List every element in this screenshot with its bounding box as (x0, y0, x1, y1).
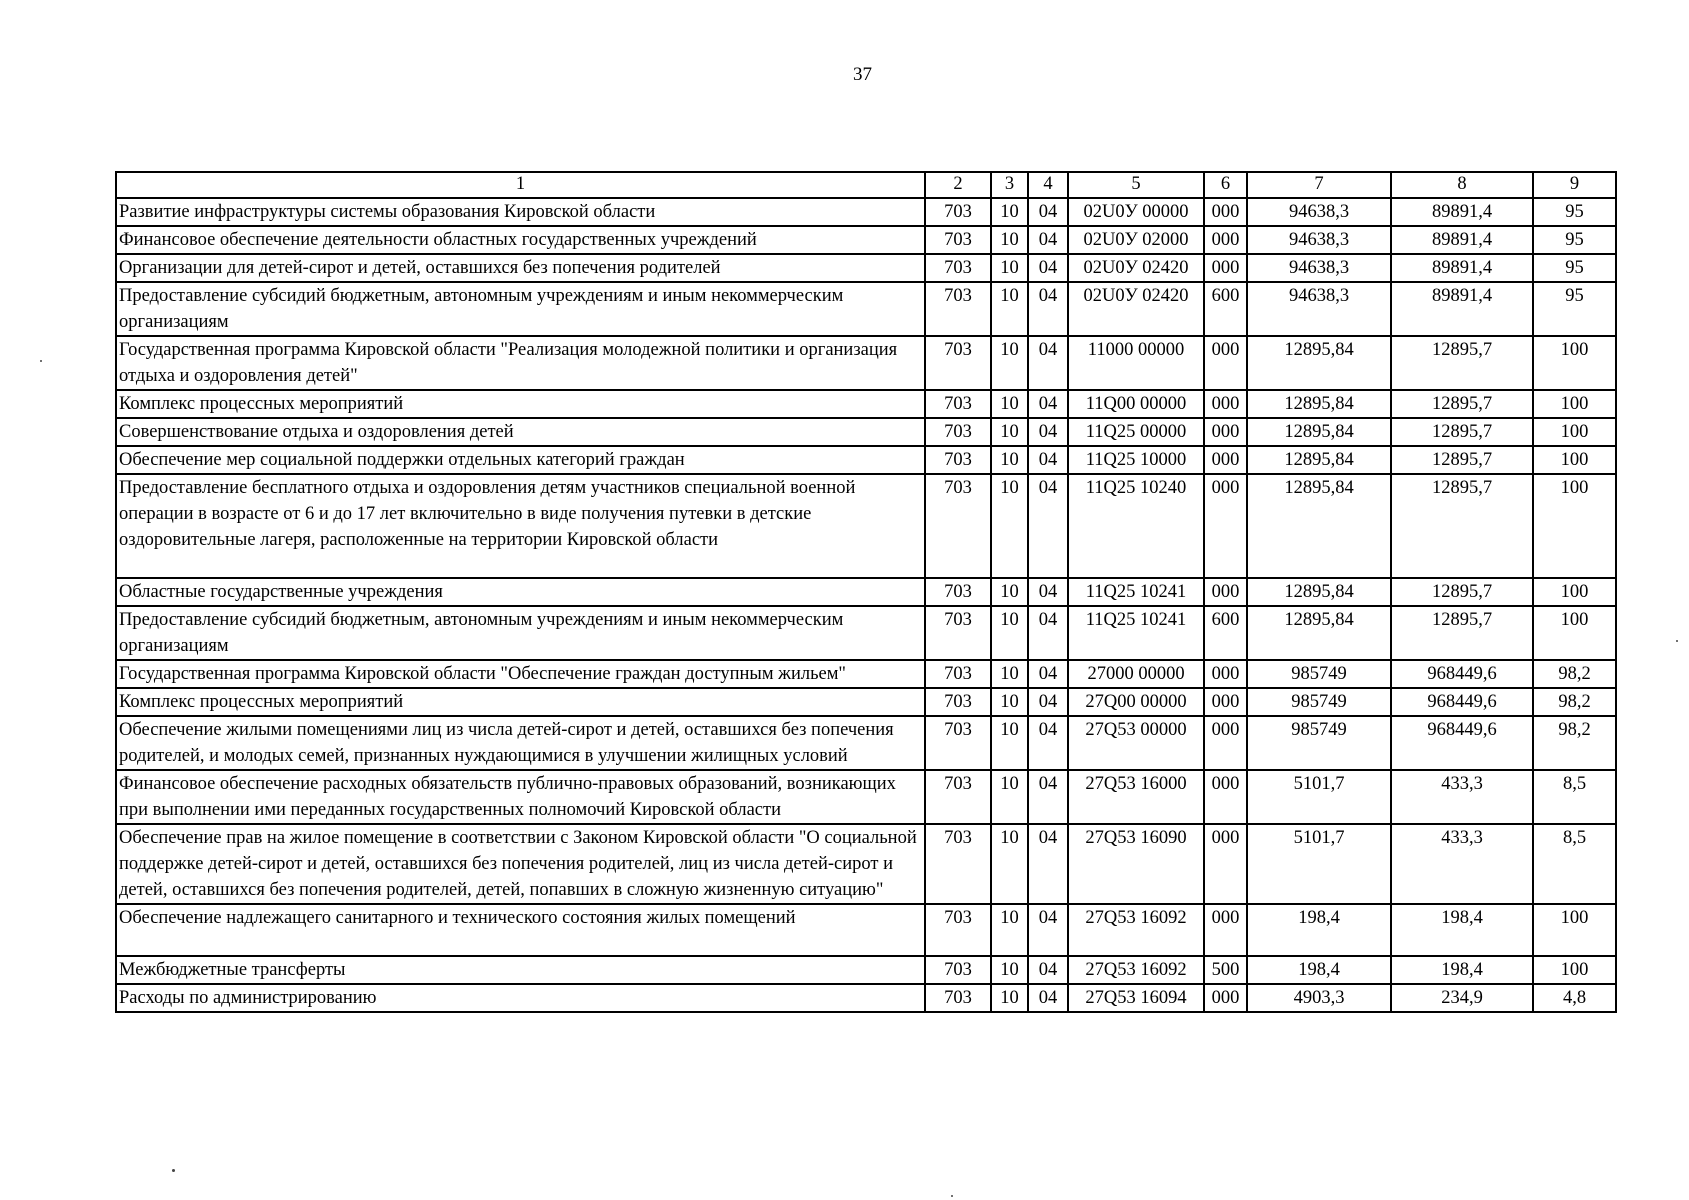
code-subsection-cell: 10 (991, 824, 1028, 904)
actual-amount-cell: 198,4 (1391, 904, 1533, 956)
planned-amount-cell: 12895,84 (1247, 418, 1391, 446)
expense-type-cell: 000 (1204, 474, 1247, 578)
code-subsection-cell: 10 (991, 474, 1028, 578)
planned-amount-cell: 985749 (1247, 688, 1391, 716)
planned-amount-cell: 94638,3 (1247, 254, 1391, 282)
percent-cell: 100 (1533, 336, 1616, 390)
planned-amount-cell: 198,4 (1247, 956, 1391, 984)
table-row (116, 474, 1616, 578)
percent-cell: 100 (1533, 956, 1616, 984)
code-item-cell: 04 (1028, 956, 1068, 984)
expense-type-cell: 000 (1204, 336, 1247, 390)
code-section-cell: 703 (925, 474, 991, 578)
percent-cell: 8,5 (1533, 824, 1616, 904)
page-number: 37 (853, 64, 872, 85)
expense-type-cell: 600 (1204, 282, 1247, 336)
planned-amount-cell: 198,4 (1247, 904, 1391, 956)
target-code-cell: 27Q00 00000 (1068, 688, 1204, 716)
row-name-cell: Развитие инфраструктуры системы образования Кировской области (116, 198, 925, 226)
code-subsection-cell: 10 (991, 254, 1028, 282)
percent-cell: 98,2 (1533, 716, 1616, 770)
actual-amount-cell: 12895,7 (1391, 606, 1533, 660)
code-item-cell: 04 (1028, 474, 1068, 578)
code-subsection-cell: 10 (991, 390, 1028, 418)
expense-type-cell: 000 (1204, 418, 1247, 446)
planned-amount-cell: 12895,84 (1247, 606, 1391, 660)
code-subsection-cell: 10 (991, 578, 1028, 606)
code-section-cell: 703 (925, 418, 991, 446)
code-subsection-cell: 10 (991, 282, 1028, 336)
target-code-cell: 27000 00000 (1068, 660, 1204, 688)
table-row (116, 390, 1616, 418)
table-row (116, 688, 1616, 716)
row-name-cell: Обеспечение жилыми помещениями лиц из числа детей-сирот и детей, оставшихся без попечения родителей, и молодых семей, признанных нуждающимися в улучшении жилищных условий (116, 716, 925, 770)
row-name-cell: Предоставление бесплатного отдыха и оздоровления детям участников специальной военной операции в возрасте от 6 и до 17 лет включительно в виде получения путевки в детские оздоровительные лагеря, расположенные на территории Кировской области (116, 474, 925, 578)
actual-amount-cell: 12895,7 (1391, 474, 1533, 578)
row-name-cell: Межбюджетные трансферты (116, 956, 925, 984)
expense-type-cell: 000 (1204, 578, 1247, 606)
planned-amount-cell: 5101,7 (1247, 770, 1391, 824)
actual-amount-cell: 433,3 (1391, 770, 1533, 824)
actual-amount-cell: 968449,6 (1391, 688, 1533, 716)
code-item-cell: 04 (1028, 770, 1068, 824)
table-row (116, 904, 1616, 956)
code-subsection-cell: 10 (991, 418, 1028, 446)
actual-amount-cell: 433,3 (1391, 824, 1533, 904)
code-subsection-cell: 10 (991, 198, 1028, 226)
row-name-cell: Финансовое обеспечение деятельности областных государственных учреждений (116, 226, 925, 254)
code-item-cell: 04 (1028, 446, 1068, 474)
code-item-cell: 04 (1028, 390, 1068, 418)
percent-cell: 100 (1533, 418, 1616, 446)
target-code-cell: 11Q00 00000 (1068, 390, 1204, 418)
target-code-cell: 11000 00000 (1068, 336, 1204, 390)
table-row (116, 336, 1616, 390)
target-code-cell: 11Q25 10000 (1068, 446, 1204, 474)
table-body (116, 198, 1616, 1012)
planned-amount-cell: 985749 (1247, 716, 1391, 770)
code-item-cell: 04 (1028, 716, 1068, 770)
percent-cell: 100 (1533, 904, 1616, 956)
planned-amount-cell: 94638,3 (1247, 282, 1391, 336)
planned-amount-cell: 4903,3 (1247, 984, 1391, 1012)
code-section-cell: 703 (925, 198, 991, 226)
code-subsection-cell: 10 (991, 984, 1028, 1012)
expense-type-cell: 000 (1204, 446, 1247, 474)
expense-type-cell: 600 (1204, 606, 1247, 660)
target-code-cell: 27Q53 16092 (1068, 956, 1204, 984)
planned-amount-cell: 12895,84 (1247, 446, 1391, 474)
actual-amount-cell: 234,9 (1391, 984, 1533, 1012)
code-section-cell: 703 (925, 282, 991, 336)
table-row (116, 660, 1616, 688)
actual-amount-cell: 12895,7 (1391, 390, 1533, 418)
target-code-cell: 02U0У 02420 (1068, 282, 1204, 336)
target-code-cell: 27Q53 16000 (1068, 770, 1204, 824)
planned-amount-cell: 94638,3 (1247, 226, 1391, 254)
table-row (116, 716, 1616, 770)
code-section-cell: 703 (925, 606, 991, 660)
planned-amount-cell: 12895,84 (1247, 390, 1391, 418)
code-item-cell: 04 (1028, 606, 1068, 660)
scan-speck (40, 360, 42, 362)
actual-amount-cell: 968449,6 (1391, 660, 1533, 688)
expense-type-cell: 000 (1204, 824, 1247, 904)
expense-type-cell: 000 (1204, 770, 1247, 824)
percent-cell: 100 (1533, 390, 1616, 418)
table-row (116, 282, 1616, 336)
scan-speck (1676, 640, 1678, 642)
expense-type-cell: 000 (1204, 198, 1247, 226)
percent-cell: 95 (1533, 198, 1616, 226)
code-subsection-cell: 10 (991, 446, 1028, 474)
header-cell: 1 (116, 172, 925, 198)
table-row (116, 770, 1616, 824)
actual-amount-cell: 12895,7 (1391, 446, 1533, 474)
expense-type-cell: 000 (1204, 254, 1247, 282)
code-section-cell: 703 (925, 254, 991, 282)
table-row (116, 578, 1616, 606)
code-section-cell: 703 (925, 716, 991, 770)
target-code-cell: 02U0У 02420 (1068, 254, 1204, 282)
row-name-cell: Финансовое обеспечение расходных обязательств публично-правовых образований, возникающих при выполнении ими переданных государственных полномочий Кировской области (116, 770, 925, 824)
actual-amount-cell: 89891,4 (1391, 254, 1533, 282)
planned-amount-cell: 12895,84 (1247, 336, 1391, 390)
row-name-cell: Комплекс процессных мероприятий (116, 390, 925, 418)
code-section-cell: 703 (925, 446, 991, 474)
actual-amount-cell: 89891,4 (1391, 226, 1533, 254)
code-item-cell: 04 (1028, 282, 1068, 336)
row-name-cell: Обеспечение прав на жилое помещение в соответствии с Законом Кировской области "О социальной поддержке детей-сирот и детей, оставшихся без попечения родителей, лиц из числа детей-сирот и детей, оставшихся без попечения родителей, детей, попавших в сложную жизненную ситуацию" (116, 824, 925, 904)
scan-speck (951, 1195, 953, 1197)
table-row (116, 984, 1616, 1012)
code-section-cell: 703 (925, 578, 991, 606)
code-section-cell: 703 (925, 390, 991, 418)
scan-speck (172, 1169, 175, 1172)
code-section-cell: 703 (925, 984, 991, 1012)
table-row (116, 824, 1616, 904)
percent-cell: 98,2 (1533, 660, 1616, 688)
expense-type-cell: 000 (1204, 390, 1247, 418)
expense-type-cell: 000 (1204, 688, 1247, 716)
code-subsection-cell: 10 (991, 904, 1028, 956)
row-name-cell: Обеспечение надлежащего санитарного и технического состояния жилых помещений (116, 904, 925, 956)
target-code-cell: 27Q53 16092 (1068, 904, 1204, 956)
code-section-cell: 703 (925, 226, 991, 254)
percent-cell: 98,2 (1533, 688, 1616, 716)
actual-amount-cell: 12895,7 (1391, 336, 1533, 390)
planned-amount-cell: 985749 (1247, 660, 1391, 688)
code-item-cell: 04 (1028, 578, 1068, 606)
table-row (116, 226, 1616, 254)
actual-amount-cell: 968449,6 (1391, 716, 1533, 770)
percent-cell: 95 (1533, 226, 1616, 254)
code-subsection-cell: 10 (991, 688, 1028, 716)
planned-amount-cell: 94638,3 (1247, 198, 1391, 226)
expense-type-cell: 000 (1204, 226, 1247, 254)
expense-type-cell: 000 (1204, 904, 1247, 956)
percent-cell: 100 (1533, 474, 1616, 578)
header-cell: 2 (925, 172, 991, 198)
header-cell: 7 (1247, 172, 1391, 198)
code-subsection-cell: 10 (991, 336, 1028, 390)
code-item-cell: 04 (1028, 824, 1068, 904)
row-name-cell: Государственная программа Кировской области "Реализация молодежной политики и организация отдыха и оздоровления детей" (116, 336, 925, 390)
header-cell: 6 (1204, 172, 1247, 198)
planned-amount-cell: 12895,84 (1247, 474, 1391, 578)
percent-cell: 100 (1533, 446, 1616, 474)
code-subsection-cell: 10 (991, 660, 1028, 688)
row-name-cell: Обеспечение мер социальной поддержки отдельных категорий граждан (116, 446, 925, 474)
table-row (116, 254, 1616, 282)
planned-amount-cell: 5101,7 (1247, 824, 1391, 904)
percent-cell: 100 (1533, 578, 1616, 606)
actual-amount-cell: 89891,4 (1391, 282, 1533, 336)
expense-type-cell: 000 (1204, 716, 1247, 770)
code-subsection-cell: 10 (991, 770, 1028, 824)
header-cell: 5 (1068, 172, 1204, 198)
row-name-cell: Государственная программа Кировской области "Обеспечение граждан доступным жильем" (116, 660, 925, 688)
header-cell: 9 (1533, 172, 1616, 198)
percent-cell: 8,5 (1533, 770, 1616, 824)
target-code-cell: 27Q53 00000 (1068, 716, 1204, 770)
code-item-cell: 04 (1028, 198, 1068, 226)
code-section-cell: 703 (925, 956, 991, 984)
code-item-cell: 04 (1028, 688, 1068, 716)
header-cell: 8 (1391, 172, 1533, 198)
target-code-cell: 11Q25 10241 (1068, 578, 1204, 606)
code-section-cell: 703 (925, 688, 991, 716)
target-code-cell: 11Q25 10240 (1068, 474, 1204, 578)
target-code-cell: 02U0У 02000 (1068, 226, 1204, 254)
row-name-cell: Организации для детей-сирот и детей, оставшихся без попечения родителей (116, 254, 925, 282)
code-subsection-cell: 10 (991, 716, 1028, 770)
target-code-cell: 02U0У 00000 (1068, 198, 1204, 226)
expense-type-cell: 000 (1204, 660, 1247, 688)
code-section-cell: 703 (925, 336, 991, 390)
table-row (116, 606, 1616, 660)
table-row (116, 418, 1616, 446)
row-name-cell: Предоставление субсидий бюджетным, автономным учреждениям и иным некоммерческим организациям (116, 282, 925, 336)
code-subsection-cell: 10 (991, 606, 1028, 660)
code-item-cell: 04 (1028, 904, 1068, 956)
table-row (116, 198, 1616, 226)
table-row (116, 956, 1616, 984)
budget-table (115, 171, 1617, 1013)
actual-amount-cell: 12895,7 (1391, 418, 1533, 446)
code-section-cell: 703 (925, 904, 991, 956)
header-row (116, 172, 1616, 198)
header-cell: 3 (991, 172, 1028, 198)
code-item-cell: 04 (1028, 254, 1068, 282)
planned-amount-cell: 12895,84 (1247, 578, 1391, 606)
percent-cell: 95 (1533, 282, 1616, 336)
row-name-cell: Совершенствование отдыха и оздоровления детей (116, 418, 925, 446)
code-subsection-cell: 10 (991, 956, 1028, 984)
code-section-cell: 703 (925, 660, 991, 688)
code-section-cell: 703 (925, 824, 991, 904)
code-section-cell: 703 (925, 770, 991, 824)
percent-cell: 100 (1533, 606, 1616, 660)
code-item-cell: 04 (1028, 336, 1068, 390)
code-item-cell: 04 (1028, 226, 1068, 254)
target-code-cell: 11Q25 10241 (1068, 606, 1204, 660)
row-name-cell: Предоставление субсидий бюджетным, автономным учреждениям и иным некоммерческим организациям (116, 606, 925, 660)
target-code-cell: 27Q53 16094 (1068, 984, 1204, 1012)
actual-amount-cell: 89891,4 (1391, 198, 1533, 226)
code-subsection-cell: 10 (991, 226, 1028, 254)
target-code-cell: 27Q53 16090 (1068, 824, 1204, 904)
row-name-cell: Комплекс процессных мероприятий (116, 688, 925, 716)
row-name-cell: Областные государственные учреждения (116, 578, 925, 606)
table-row (116, 446, 1616, 474)
percent-cell: 4,8 (1533, 984, 1616, 1012)
actual-amount-cell: 198,4 (1391, 956, 1533, 984)
actual-amount-cell: 12895,7 (1391, 578, 1533, 606)
code-item-cell: 04 (1028, 418, 1068, 446)
expense-type-cell: 000 (1204, 984, 1247, 1012)
row-name-cell: Расходы по администрированию (116, 984, 925, 1012)
code-item-cell: 04 (1028, 660, 1068, 688)
target-code-cell: 11Q25 00000 (1068, 418, 1204, 446)
percent-cell: 95 (1533, 254, 1616, 282)
expense-type-cell: 500 (1204, 956, 1247, 984)
header-cell: 4 (1028, 172, 1068, 198)
code-item-cell: 04 (1028, 984, 1068, 1012)
